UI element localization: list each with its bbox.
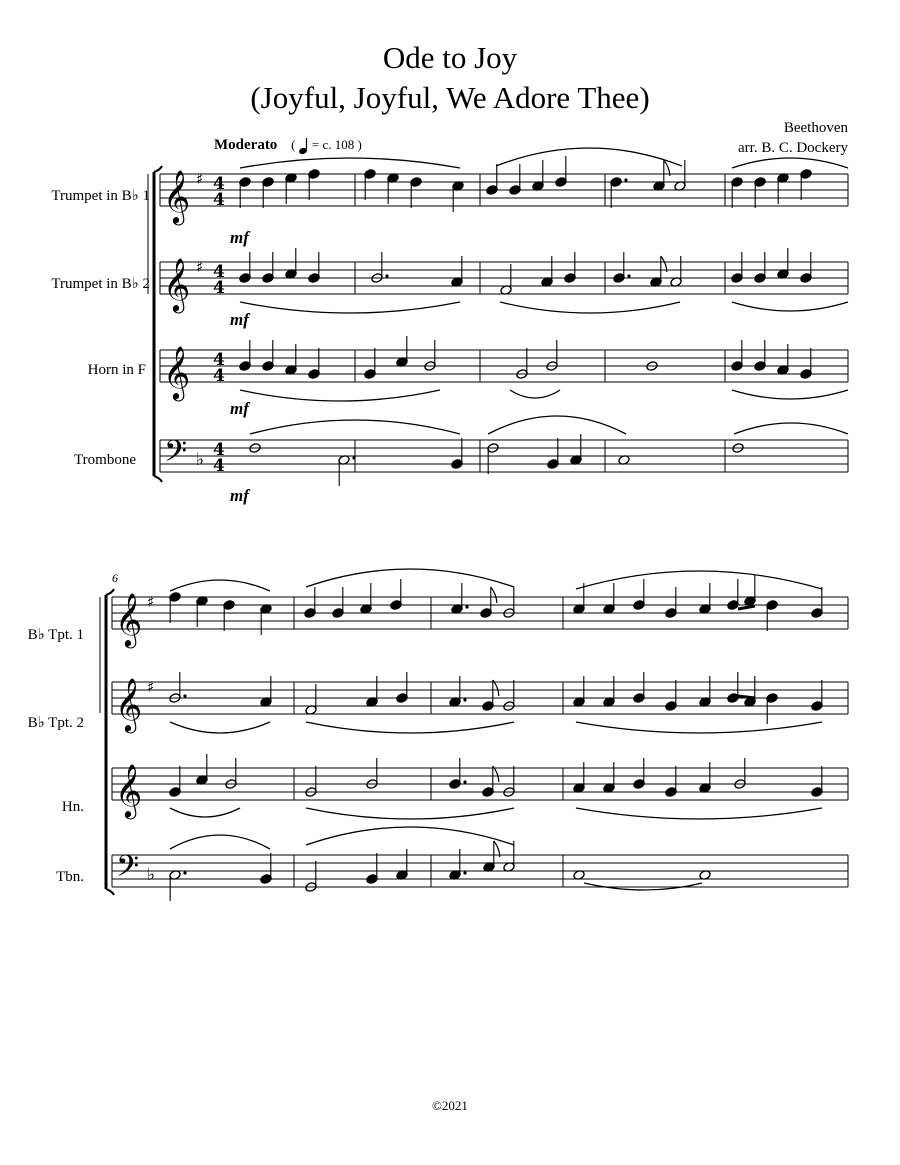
dynamic-marking-trombone: mf (230, 486, 249, 505)
instrument-label-horn-short: Hn. (61, 799, 84, 815)
arranger: arr. B. C. Dockery (738, 140, 848, 156)
instrument-label-trumpet-2-short: B♭ Tpt. 2 (27, 715, 84, 731)
note-trombone-dot (352, 456, 355, 459)
measure-number: 6 (112, 571, 118, 585)
dynamic-marking-horn: mf (230, 399, 249, 418)
note-tpt2-dot (627, 274, 630, 277)
slur-horn (510, 390, 560, 398)
metronome-mark: ( = c. 108 ) (291, 137, 362, 152)
copyright: ©2021 (432, 1098, 468, 1113)
note-trombone-dot (183, 871, 186, 874)
instrument-label-trumpet-1: Trumpet in B♭ 1 (51, 188, 150, 204)
dynamic-marking-trumpet-1: mf (230, 228, 249, 247)
note-tpt1-flag (491, 587, 497, 603)
treble-clef-icon: 𝄞 (163, 169, 191, 223)
eighth-beam (738, 696, 755, 698)
key-signature-sharp-icon: ♯ (147, 678, 155, 696)
slur-horn (170, 808, 240, 817)
bass-clef-icon: 𝄢 (116, 850, 140, 891)
slur-horn (576, 808, 822, 819)
instrument-label-trombone: Trombone (74, 452, 136, 468)
slur-tpt1 (170, 580, 270, 591)
slur-tpt2 (576, 722, 822, 733)
bass-clef-icon: 𝄢 (164, 435, 188, 476)
key-signature-sharp-icon: ♯ (147, 593, 155, 611)
time-signature-denominator: 4 (213, 456, 225, 476)
treble-clef-icon: 𝄞 (163, 345, 191, 399)
time-signature-numerator: 4 (213, 440, 225, 460)
time-signature-numerator: 4 (213, 262, 225, 282)
slur-trombone (250, 420, 460, 434)
slur-tpt1 (306, 569, 514, 587)
slur-trombone (734, 423, 848, 434)
note-tpt2-dot (183, 694, 186, 697)
slur-tpt1 (240, 158, 460, 168)
note-horn-dot (463, 780, 466, 783)
slur-trombone (170, 835, 270, 849)
key-signature-sharp-icon: ♯ (196, 258, 204, 276)
slur-trombone (488, 416, 626, 434)
note-tpt1-dot (624, 178, 627, 181)
slur-tpt2 (500, 302, 680, 313)
time-signature-numerator: 4 (213, 350, 225, 370)
note-tpt1-dot (465, 605, 468, 608)
treble-clef-icon: 𝄞 (115, 677, 143, 731)
note-tpt2-dot (463, 698, 466, 701)
slur-tpt1 (732, 158, 848, 168)
slur-tpt2 (170, 722, 270, 733)
note-trombone-dot (463, 871, 466, 874)
slur-tpt1 (496, 148, 682, 166)
instrument-label-trumpet-2: Trumpet in B♭ 2 (51, 276, 150, 292)
key-signature-flat-icon: ♭ (147, 865, 156, 885)
slur-tpt2 (306, 722, 514, 733)
slur-tpt2 (240, 302, 460, 313)
slur-horn (240, 390, 440, 401)
treble-clef-icon: 𝄞 (115, 592, 143, 646)
bracket-top (154, 166, 162, 172)
time-signature-numerator: 4 (213, 174, 225, 194)
dynamic-marking-trumpet-2: mf (230, 310, 249, 329)
slur-horn (732, 390, 848, 399)
treble-clef-icon: 𝄞 (115, 763, 143, 817)
instrument-label-horn: Horn in F (87, 362, 146, 378)
slur-tpt1 (576, 571, 822, 589)
instrument-label-trumpet-1-short: B♭ Tpt. 1 (27, 627, 84, 643)
title-line-1: Ode to Joy (382, 40, 518, 75)
eighth-beam (738, 606, 755, 609)
bracket-bottom (154, 476, 162, 482)
instrument-label-trombone-short: Tbn. (56, 869, 84, 885)
metronome-value: = c. 108 (311, 137, 355, 152)
composer: Beethoven (783, 120, 848, 136)
slur-trombone (306, 827, 514, 845)
tempo-text: Moderato (214, 137, 278, 153)
slur-horn (306, 808, 514, 819)
bracket-bottom (106, 889, 114, 895)
title-line-2: (Joyful, Joyful, We Adore Thee) (250, 80, 650, 115)
bracket-top (106, 589, 114, 595)
slur-tpt2 (732, 302, 848, 311)
time-signature-denominator: 4 (213, 190, 225, 210)
treble-clef-icon: 𝄞 (163, 257, 191, 311)
time-signature-denominator: 4 (213, 366, 225, 386)
time-signature-denominator: 4 (213, 278, 225, 298)
key-signature-sharp-icon: ♯ (196, 170, 204, 188)
key-signature-flat-icon: ♭ (196, 450, 205, 470)
note-tpt2-dot (385, 274, 388, 277)
